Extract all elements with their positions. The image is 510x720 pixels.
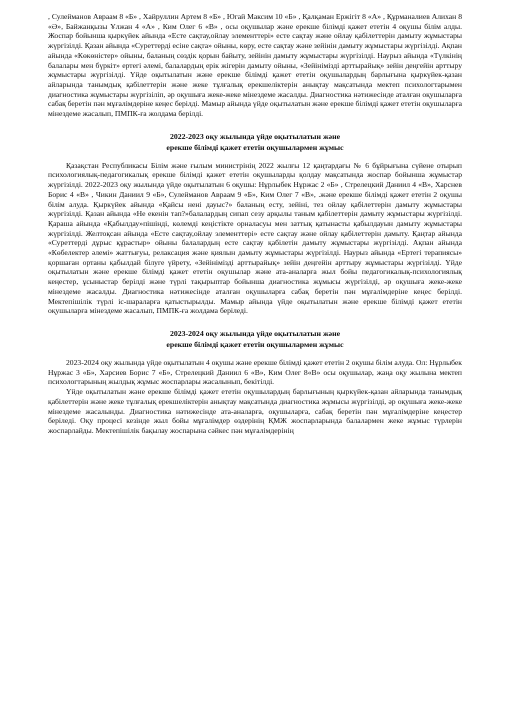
section3-heading-line1: 2023-2024 оқу жылында үйде оқытылатын және bbox=[169, 328, 341, 338]
section3-paragraph-1: 2023-2024 оқу жылында үйде оқытылатын 4 оқушы және ерекше білімді қажет ететін 2 оқушы білім алуда. Ол: Нұрлыбек Нұржас 3 «Б», Харсиев Борис 7 «Б», Стрелецкий Даниил 6 «В», Ким Олег 8«В» осы оқушылар, жаңа оқу жылына мектеп психологтарының жылдық жұмыс жоспарлары жасалынып, бекітілді. bbox=[48, 357, 462, 387]
section2-paragraph: Қазақстан Республикасы Білім және ғылым министрінің 2022 жылғы 12 қаңтардағы № 6 бұйрығына сүйене отырып психологиялық-педагогикалық ерекше білімді қажет ететін оқушыларды қолдау мақсатында жоспар бойынша жұмыстар жүргізілді. 2022-2023 оқу жылында үйде оқытылатын 6 оқушы: Нұрлыбек Нұржас 2 «Б» , Стрелецкий Даниил 4 «В», Харснев Борис 4 «В» , Чикин Даниил 9 «Б», Сулейманов Авраам 9 «Б», Ким Олег 7 «В», .және ерекше білімді қажет ететін 2 оқушы білім алуда. Қыркүйек айында «Қайсы нені дауыс?» баланың есту, зейіні, тез ойлау қабілеттерін дамыту жұмыстары жүргізілді. Қазан айында «Не екенін тап?»балалардың сипап сезу арқылы таным қабілеттерін дамыту жұмыстары жүргізілді. Қараша айында «Қабылдау»пішінді, көлемді кеңістікте орналасуы мен заттық қатынасты қабылдауын дамыту жұмыстары жүргізілді. Желтоқсан айында «Есте сақтау,ойлау элементтері» есте сақтау және ойлау қабілеттерін дамыту. Қаңтар айында «Суреттерді дұрыс құрастыр» ойыны балалардың есте сақтау қабілетін дамыту жұмыстары жүргізілді. Ақпан айында «Көбелектер әлемі» жаттығуы, релаксация және қиялын дамыту жұмыстары жүргізілді. Наурыз айында «Ертегі терапиясы» қоршаған ортаны қабылдай білуге үйрету, «Зейінімізді арттырайық» зейін деңгейін арттыру жұмыстары жүргізілді. Үйде оқытылатын және ерекше білімді қажет ететін оқушылар және ата-аналарға жыл бойы педагогикалық-психологиялық кеңестер, ұсыныстар берілді және түрлі тақырыптар бойынша диагностика жұмысы жүргізілді, әр оқушыға жеке-жеке мінездеме жасалды. Диагностика нәтижесінде аталған оқушыларға сабақ беретін пән мұғалімдеріне кеңес берілді. Мектепішілік түрлі іс-шараларға қатыстырылды. Мамыр айында үйде оқытылатын және ерекше білімді қажет ететін оқушыларға мінездеме жасалып, ПМПК-ға жолдама беріледі. bbox=[48, 160, 462, 316]
section3-paragraph-2: Үйде оқытылатын және ерекше білімді қажет ететін оқушылардың барлығының қыркүйек-қазан айларында танымдық қабілеттерін және жеке тұлғалық ерекшеліктерін анықтау мақсатында диагностика жұмысы жүргізілді, әр оқушыға жеке-жеке мінездеме жасалынды. Диагностика нәтижесінде ата-аналарға, оқушыларға, сабақ беретін пән мұғалімдеріне кеңестер беріледі. Оқу процесі кезінде жыл бойы мұғалімдер өздерінің ҚМЖ жоспарларында балалармен жеке жұмыс түрлерін жоспарлайды. Мектепішілік бақылау жоспарына сәйкес пән мұғалімдерінің bbox=[48, 387, 462, 435]
section2-heading-line1: 2022-2023 оқу жылында үйде оқытылатын және bbox=[169, 131, 341, 141]
section2-heading-line2: ерекше білімді қажет ететін оқушылармен жұмыс bbox=[166, 142, 344, 152]
section3-heading-line2: ерекше білімді қажет ететін оқушылармен жұмыс bbox=[166, 339, 344, 349]
section2-heading bbox=[48, 131, 462, 153]
section1-paragraph: , Сулейманов Авраам 8 «Б» , Хайруллин Артем 8 «Б» , Югай Максим 10 «Б» , Қалқаман Ержігіт 8 «А» , Құрманалиев Алихан 8 «Ә», Байжанқызы Ұлжан 4 «А» , Ким Олег 6 «В» , осы оқушылар және ерекше білімді қажет ететін 4 оқушы білім алды. Жоспар бойынша қыркүйек айында «Есте сақтау,ойлау элементтері» есте сақтау және ойлау қабілеттерін дамыту жұмыстары жүргізілді. Қазан айында «Суреттерді есіне сақта» ойыны, көру, есте сақтау және зейінін дамыту жұмыстары жүргізілді. Ақпан айында «Көкөністер» ойыны, баланың сөздік қорын байыту, зейінін дамыту жұмыстары жүргізілді. Наурыз айында «Түлкінің балалары мен бүркіт» ертегі әлемі, балалардың ерік жігерін дамыту ойыны, «Зейінімізді арттырайық» зейін деңгейін арттыру жұмыстары жүргізілді. Үйде оқытылатын және ерекше білімді қажет ететін оқушылардың барлығына қыркүйек-қазан айларында танымдық қабілеттерін және жеке тұлғалық ерекшеліктерін анықтау мақсатында мектеп психологтарымен диагностика жұмыстары жүргізіліп, әр оқушыға жеке-жеке мінездеме жасалды. Диагностика нәтижесінде аталған оқушыларға сабақ беретін пән мұғалімдеріне кеңес берілді. Мамыр айында үйде оқытылатын және ерекше білімді қажет ететін оқушыларға мінездеме жасалып, ПМПК-ға жолдама берілді. bbox=[48, 12, 463, 119]
section3-heading bbox=[48, 328, 462, 350]
